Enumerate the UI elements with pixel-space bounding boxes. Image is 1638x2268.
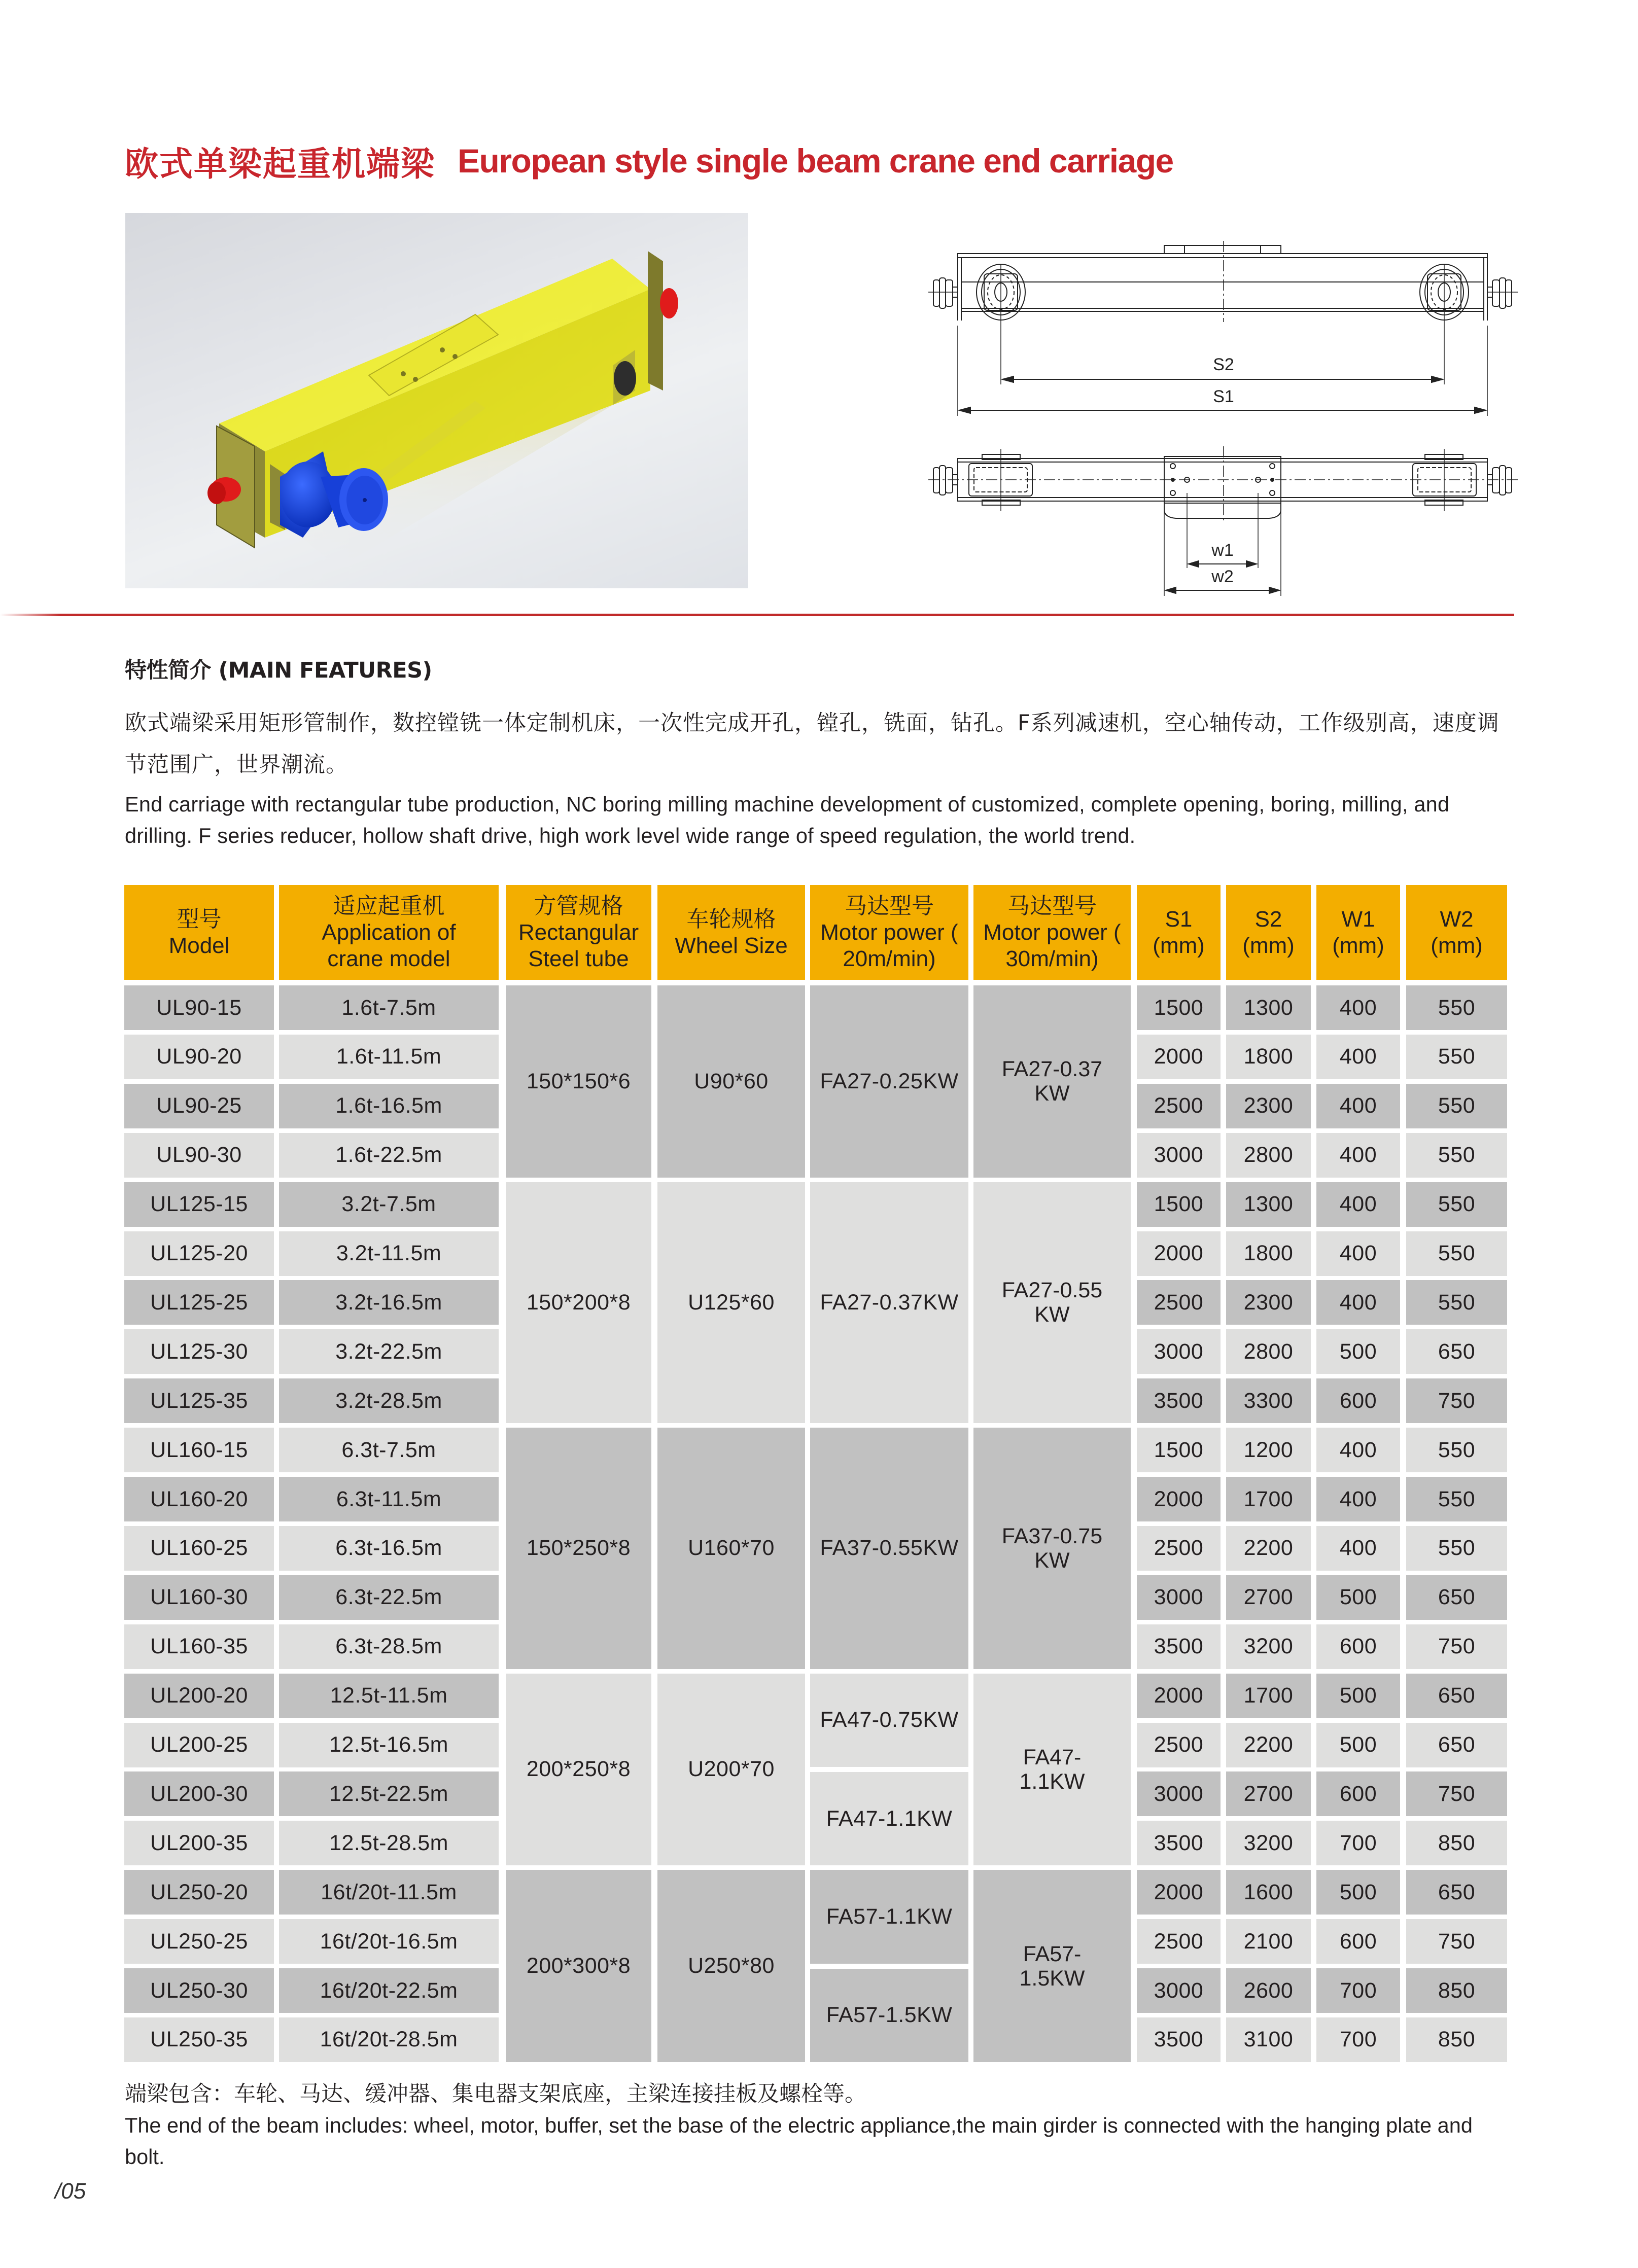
s1-cell: 3500 <box>1137 2017 1221 2062</box>
tube-spec-cell: 150*200*8 <box>506 1182 651 1424</box>
s2-cell: 2300 <box>1226 1084 1311 1128</box>
features-text-zh: 欧式端梁采用矩形管制作，数控镗铣一体定制机床，一次性完成开孔，镗孔，铣面，钻孔。F系列减速机，空心轴传动，工作级别高，速度调节范围广，世界潮流。 <box>125 711 1500 777</box>
page-title <box>125 133 1173 189</box>
s1-label: S1 <box>1213 387 1234 406</box>
header-cell <box>657 885 805 980</box>
w2-cell: 850 <box>1406 2017 1507 2062</box>
wheel-size-cell: U125*60 <box>657 1182 805 1424</box>
header-label-secondary: Motor power ( 30m/min) <box>983 919 1121 971</box>
s2-cell: 2700 <box>1226 1575 1311 1620</box>
application-cell: 6.3t-28.5m <box>279 1624 499 1669</box>
s2-cell: 3300 <box>1226 1378 1311 1423</box>
motor-30-cell: FA27-0.55 KW <box>973 1182 1131 1424</box>
header-label-primary: 马达型号 <box>845 893 934 919</box>
header-cell <box>973 885 1131 980</box>
w2-label: w2 <box>1211 567 1234 586</box>
motor-20-cell: FA57-1.5KW <box>810 1969 968 2062</box>
s2-cell: 2300 <box>1226 1280 1311 1325</box>
model-cell: UL90-15 <box>124 985 274 1030</box>
header-label-primary: W2 <box>1440 906 1474 932</box>
s1-cell: 2500 <box>1137 1723 1221 1767</box>
note-zh: 端梁包含：车轮、马达、缓冲器、集电器支架底座，主梁连接挂板及螺栓等。 <box>125 2081 866 2107</box>
s1-cell: 3500 <box>1137 1624 1221 1669</box>
tube-spec-cell: 200*250*8 <box>506 1674 651 1866</box>
s2-cell: 2600 <box>1226 1968 1311 2013</box>
dimension-drawing <box>913 233 1542 598</box>
s2-cell: 1200 <box>1226 1428 1311 1472</box>
s2-label: S2 <box>1213 355 1234 374</box>
w1-cell: 400 <box>1316 1182 1400 1227</box>
application-cell: 1.6t-22.5m <box>279 1133 499 1178</box>
header-label-primary: W1 <box>1341 906 1375 932</box>
application-cell: 1.6t-11.5m <box>279 1035 499 1079</box>
header-label-primary: 适应起重机 <box>333 893 445 919</box>
w1-cell: 600 <box>1316 1378 1400 1423</box>
w1-cell: 400 <box>1316 1477 1400 1521</box>
model-cell: UL160-25 <box>124 1526 274 1571</box>
s1-cell: 2500 <box>1137 1526 1221 1571</box>
model-cell: UL90-25 <box>124 1084 274 1128</box>
s2-cell: 2100 <box>1226 1919 1311 1964</box>
motor-20-cell: FA37-0.55KW <box>810 1428 968 1669</box>
s2-cell: 2700 <box>1226 1771 1311 1816</box>
header-cell <box>124 885 274 980</box>
s2-cell: 2800 <box>1226 1329 1311 1374</box>
s1-cell: 2000 <box>1137 1477 1221 1521</box>
header-label-secondary: (mm) <box>1242 933 1295 958</box>
w1-cell: 400 <box>1316 1035 1400 1079</box>
application-cell: 3.2t-7.5m <box>279 1182 499 1227</box>
w1-cell: 400 <box>1316 1084 1400 1128</box>
s2-cell: 1800 <box>1226 1231 1311 1276</box>
s2-cell: 3100 <box>1226 2017 1311 2062</box>
w1-cell: 400 <box>1316 985 1400 1030</box>
model-cell: UL250-35 <box>124 2017 274 2062</box>
wheel-size-cell: U160*70 <box>657 1428 805 1669</box>
header-label-primary: 型号 <box>177 906 222 932</box>
w2-cell: 750 <box>1406 1378 1507 1423</box>
s1-cell: 3000 <box>1137 1575 1221 1620</box>
s2-cell: 2800 <box>1226 1133 1311 1178</box>
end-carriage-render-image <box>125 213 748 588</box>
dimension-drawing-svg <box>913 233 1542 598</box>
application-cell: 12.5t-11.5m <box>279 1674 499 1718</box>
s1-cell: 1500 <box>1137 1428 1221 1472</box>
s2-cell: 1700 <box>1226 1477 1311 1521</box>
header-cell <box>1316 885 1400 980</box>
header-label-primary: 车轮规格 <box>686 906 776 932</box>
end-carriage-3d-illustration <box>125 213 748 588</box>
model-cell: UL90-30 <box>124 1133 274 1178</box>
motor-20-cell: FA57-1.1KW <box>810 1870 968 1963</box>
w1-cell: 500 <box>1316 1674 1400 1718</box>
model-cell: UL200-30 <box>124 1771 274 1816</box>
s1-cell: 2500 <box>1137 1280 1221 1325</box>
model-cell: UL200-25 <box>124 1723 274 1767</box>
motor-20-cell: FA27-0.37KW <box>810 1182 968 1424</box>
header-label-secondary: (mm) <box>1153 933 1205 958</box>
w2-cell: 650 <box>1406 1575 1507 1620</box>
w1-cell: 400 <box>1316 1280 1400 1325</box>
s1-cell: 2000 <box>1137 1870 1221 1915</box>
w2-cell: 750 <box>1406 1919 1507 1964</box>
model-cell: UL250-25 <box>124 1919 274 1964</box>
header-label-secondary: Wheel Size <box>675 933 788 958</box>
application-cell: 6.3t-16.5m <box>279 1526 499 1571</box>
model-cell: UL250-20 <box>124 1870 274 1915</box>
header-cell <box>279 885 499 980</box>
w2-cell: 850 <box>1406 1821 1507 1865</box>
header-label-secondary: (mm) <box>1332 933 1384 958</box>
s1-cell: 2000 <box>1137 1035 1221 1079</box>
model-cell: UL200-20 <box>124 1674 274 1718</box>
s2-cell: 1800 <box>1226 1035 1311 1079</box>
w1-label: w1 <box>1211 541 1234 560</box>
s1-cell: 3000 <box>1137 1968 1221 2013</box>
w2-cell: 650 <box>1406 1870 1507 1915</box>
model-cell: UL125-20 <box>124 1231 274 1276</box>
w2-cell: 550 <box>1406 985 1507 1030</box>
s2-cell: 2200 <box>1226 1723 1311 1767</box>
w2-cell: 650 <box>1406 1329 1507 1374</box>
w1-cell: 500 <box>1316 1723 1400 1767</box>
application-cell: 1.6t-7.5m <box>279 985 499 1030</box>
w2-cell: 550 <box>1406 1280 1507 1325</box>
s2-cell: 3200 <box>1226 1624 1311 1669</box>
w2-cell: 550 <box>1406 1477 1507 1521</box>
motor-20-cell: FA47-0.75KW <box>810 1674 968 1767</box>
title-zh: 欧式单梁起重机端梁 <box>125 144 435 184</box>
header-label-primary: 马达型号 <box>1007 893 1097 919</box>
model-cell: UL160-20 <box>124 1477 274 1521</box>
model-cell: UL160-15 <box>124 1428 274 1472</box>
tube-spec-cell: 200*300*8 <box>506 1870 651 2062</box>
application-cell: 6.3t-11.5m <box>279 1477 499 1521</box>
tube-spec-cell: 150*250*8 <box>506 1428 651 1669</box>
w1-cell: 700 <box>1316 2017 1400 2062</box>
w2-cell: 850 <box>1406 1968 1507 2013</box>
w2-cell: 550 <box>1406 1526 1507 1571</box>
features-heading: 特性简介 (MAIN FEATURES) <box>125 658 432 683</box>
s2-cell: 3200 <box>1226 1821 1311 1865</box>
model-cell: UL160-30 <box>124 1575 274 1620</box>
motor-20-cell: FA47-1.1KW <box>810 1772 968 1865</box>
wheel-size-cell: U250*80 <box>657 1870 805 2062</box>
header-cell <box>1137 885 1221 980</box>
title-en: European style single beam crane end carriage <box>458 142 1173 180</box>
s2-cell: 1300 <box>1226 1182 1311 1227</box>
header-label-primary: S2 <box>1254 906 1282 932</box>
w1-cell: 500 <box>1316 1870 1400 1915</box>
application-cell: 3.2t-22.5m <box>279 1329 499 1374</box>
motor-30-cell: FA37-0.75 KW <box>973 1428 1131 1669</box>
application-cell: 16t/20t-11.5m <box>279 1870 499 1915</box>
w1-cell: 400 <box>1316 1526 1400 1571</box>
s1-cell: 2500 <box>1137 1919 1221 1964</box>
w1-cell: 600 <box>1316 1771 1400 1816</box>
w1-cell: 400 <box>1316 1133 1400 1178</box>
header-label-secondary: (mm) <box>1431 933 1483 958</box>
w2-cell: 550 <box>1406 1133 1507 1178</box>
w2-cell: 650 <box>1406 1723 1507 1767</box>
w2-cell: 550 <box>1406 1428 1507 1472</box>
model-cell: UL90-20 <box>124 1035 274 1079</box>
motor-30-cell: FA57-1.5KW <box>973 1870 1131 2062</box>
page-number: /05 <box>55 2179 86 2204</box>
s1-cell: 1500 <box>1137 985 1221 1030</box>
w2-cell: 750 <box>1406 1624 1507 1669</box>
motor-30-cell: FA27-0.37 KW <box>973 985 1131 1178</box>
w1-cell: 400 <box>1316 1428 1400 1472</box>
model-cell: UL125-25 <box>124 1280 274 1325</box>
header-label-primary: S1 <box>1165 906 1193 932</box>
motor-30-cell: FA47-1.1KW <box>973 1674 1131 1866</box>
w1-cell: 400 <box>1316 1231 1400 1276</box>
model-cell: UL200-35 <box>124 1821 274 1865</box>
w2-cell: 550 <box>1406 1035 1507 1079</box>
w1-cell: 500 <box>1316 1329 1400 1374</box>
application-cell: 16t/20t-16.5m <box>279 1919 499 1964</box>
s1-cell: 3500 <box>1137 1378 1221 1423</box>
header-cell <box>1226 885 1311 980</box>
header-cell <box>1406 885 1507 980</box>
header-label-primary: 方管规格 <box>534 893 623 919</box>
application-cell: 12.5t-16.5m <box>279 1723 499 1767</box>
model-cell: UL125-30 <box>124 1329 274 1374</box>
w1-cell: 600 <box>1316 1919 1400 1964</box>
s2-cell: 1700 <box>1226 1674 1311 1718</box>
application-cell: 3.2t-16.5m <box>279 1280 499 1325</box>
s1-cell: 3500 <box>1137 1821 1221 1865</box>
s1-cell: 3000 <box>1137 1771 1221 1816</box>
w2-cell: 550 <box>1406 1182 1507 1227</box>
features-text-en: End carriage with rectangular tube production, NC boring milling machine development of customized, complete opening, boring, milling, and drilling. F series reducer, hollow shaft drive, high work level wide range of speed regulation, the world trend. <box>125 792 1450 847</box>
application-cell: 3.2t-28.5m <box>279 1378 499 1423</box>
wheel-size-cell: U90*60 <box>657 985 805 1178</box>
w1-cell: 500 <box>1316 1575 1400 1620</box>
tube-spec-cell: 150*150*6 <box>506 985 651 1178</box>
header-cell <box>506 885 651 980</box>
w2-cell: 550 <box>1406 1231 1507 1276</box>
header-label-secondary: Model <box>168 933 230 958</box>
application-cell: 16t/20t-22.5m <box>279 1968 499 2013</box>
header-cell <box>810 885 968 980</box>
w1-cell: 700 <box>1316 1968 1400 2013</box>
s1-cell: 3000 <box>1137 1133 1221 1178</box>
s1-cell: 1500 <box>1137 1182 1221 1227</box>
header-label-secondary: Motor power ( 20m/min) <box>820 919 958 971</box>
w1-cell: 700 <box>1316 1821 1400 1865</box>
wheel-size-cell: U200*70 <box>657 1674 805 1866</box>
model-cell: UL125-15 <box>124 1182 274 1227</box>
application-cell: 1.6t-16.5m <box>279 1084 499 1128</box>
s1-cell: 2000 <box>1137 1674 1221 1718</box>
s2-cell: 1300 <box>1226 985 1311 1030</box>
application-cell: 16t/20t-28.5m <box>279 2017 499 2062</box>
w2-cell: 550 <box>1406 1084 1507 1128</box>
w2-cell: 750 <box>1406 1771 1507 1816</box>
header-label-secondary: Rectangular Steel tube <box>518 919 639 971</box>
header-label-secondary: Application of crane model <box>322 919 456 971</box>
section-divider <box>0 614 1514 616</box>
model-cell: UL160-35 <box>124 1624 274 1669</box>
note-en: The end of the beam includes: wheel, motor, buffer, set the base of the electric appliance,the main girder is connected with the hanging plate and bolt. <box>125 2113 1473 2169</box>
application-cell: 3.2t-11.5m <box>279 1231 499 1276</box>
application-cell: 6.3t-7.5m <box>279 1428 499 1472</box>
w1-cell: 600 <box>1316 1624 1400 1669</box>
application-cell: 12.5t-22.5m <box>279 1771 499 1816</box>
s1-cell: 2000 <box>1137 1231 1221 1276</box>
motor-20-cell: FA27-0.25KW <box>810 985 968 1178</box>
s1-cell: 3000 <box>1137 1329 1221 1374</box>
application-cell: 12.5t-28.5m <box>279 1821 499 1865</box>
application-cell: 6.3t-22.5m <box>279 1575 499 1620</box>
s1-cell: 2500 <box>1137 1084 1221 1128</box>
s2-cell: 2200 <box>1226 1526 1311 1571</box>
w2-cell: 650 <box>1406 1674 1507 1718</box>
s2-cell: 1600 <box>1226 1870 1311 1915</box>
model-cell: UL125-35 <box>124 1378 274 1423</box>
model-cell: UL250-30 <box>124 1968 274 2013</box>
